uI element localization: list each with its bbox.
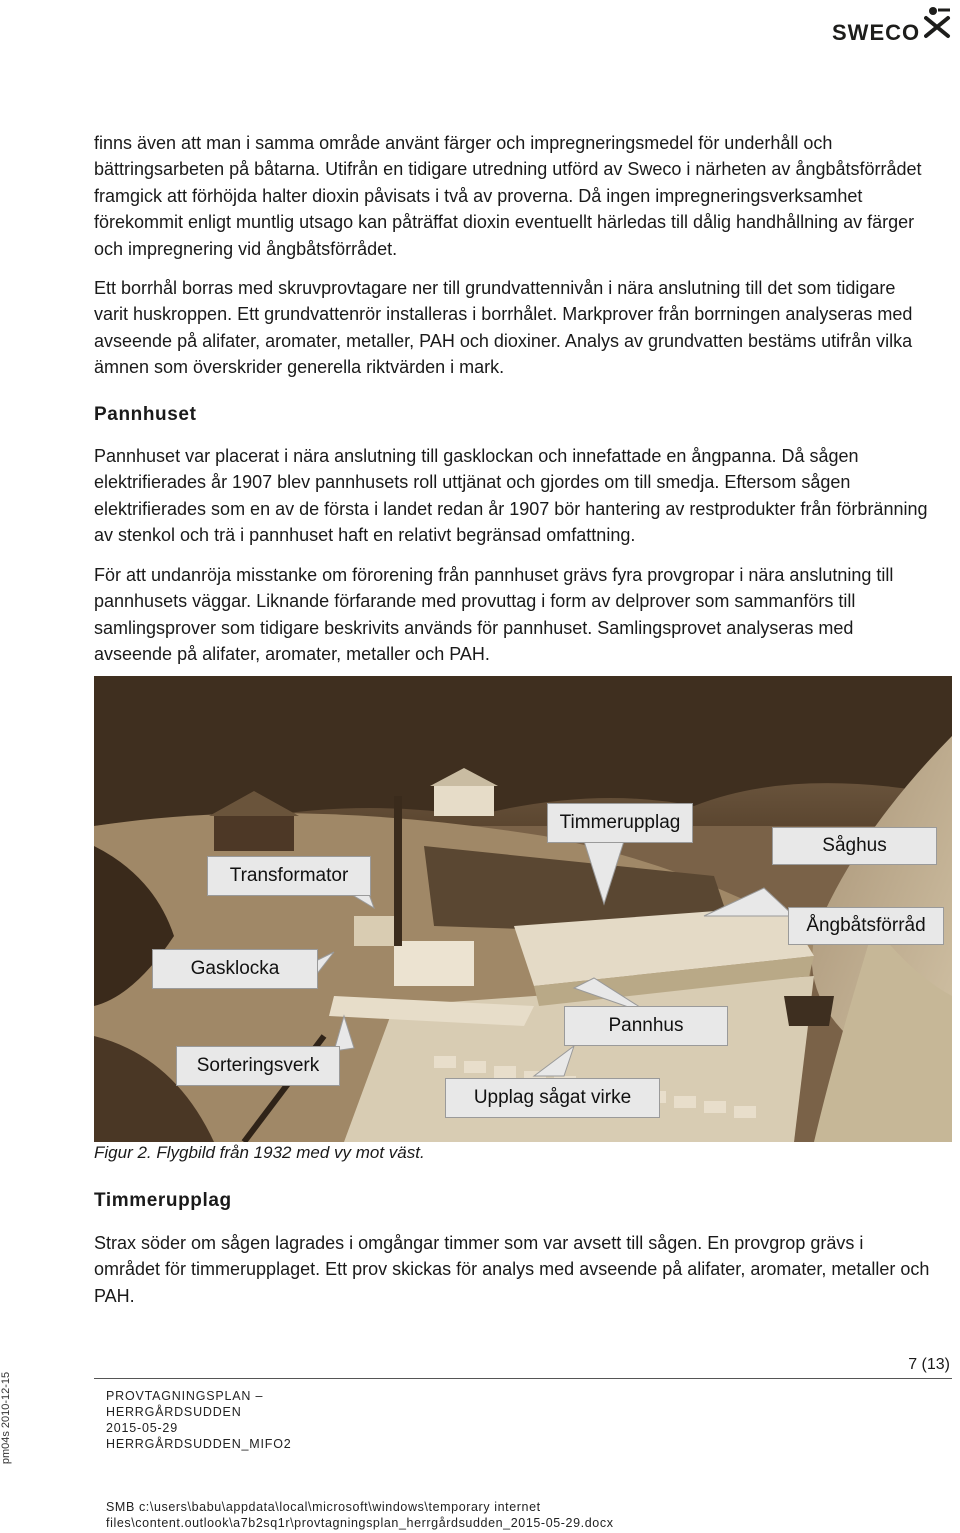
label-gasklocka: Gasklocka [152, 949, 318, 989]
file-path-line-2: files\content.outlook\a7b2sq1r\provtagningsplan_herrgårdsudden_2015-05-29.docx [106, 1516, 614, 1530]
label-pannhus: Pannhus [564, 1006, 728, 1046]
label-timmerupplag: Timmerupplag [547, 803, 693, 843]
sweco-logo-icon [924, 6, 952, 42]
label-transformator: Transformator [207, 856, 371, 896]
footer-title-line-2: HERRGÅRDSUDDEN [106, 1405, 242, 1419]
timmerupplag-paragraph: Strax söder om sågen lagrades i omgångar timmer som var avsett till sågen. En provgrop grävs i området för timmerupplaget. Ett prov skickas för analys med avseende på alifater, aromater, metaller och PAH. [94, 1233, 930, 1306]
figure-caption: Figur 2. Flygbild från 1932 med vy mot väst. [94, 1143, 425, 1162]
borrhal-paragraph: Ett borrhål borras med skruvprovtagare ner till grundvattennivån i nära anslutning till det som tidigare varit huskroppen. Ett grundvattenrör installeras i borrhålet. Markprover från borrningen analyseras med avseende på alifater, aromater, metaller, PAH och dioxiner. Analys av grundvatten bestäms utifrån vilka ämnen som överskrider generella riktvärden i mark. [94, 278, 913, 378]
label-upplag-sagat-virke: Upplag sågat virke [445, 1078, 660, 1118]
page-number: 7 (13) [908, 1356, 950, 1373]
pannhuset-heading: Pannhuset [94, 404, 197, 425]
footer-project-code: HERRGÅRDSUDDEN_MIFO2 [106, 1437, 292, 1451]
label-saghus: Såghus [772, 827, 937, 865]
footer-document-info [106, 1388, 291, 1452]
aerial-photo-1932 [94, 676, 952, 1142]
intro-paragraph: finns även att man i samma område använt färger och impregneringsmedel för underhåll och bättringsarbeten på båtarna. Utifrån en tidigare utredning utförd av Sweco i närheten av ångbåtsförrådet framgick att förhöjda halter dioxin påvisats i två av proverna. Då ingen impregneringsverksamhet förekommit enligt muntlig utsago kan påträffat dioxin eventuellt härledas till dålig handhållning av färger och impregnering vid ångbåtsförrådet. [94, 133, 922, 259]
sweco-logo [830, 6, 955, 46]
label-sorteringsverk: Sorteringsverk [176, 1046, 340, 1086]
file-path-line-1: SMB c:\users\babu\appdata\local\microsoft\windows\temporary internet [106, 1500, 541, 1514]
footer-date: 2015-05-29 [106, 1421, 178, 1435]
pannhuset-paragraph-1: Pannhuset var placerat i nära anslutning till gasklockan och innefattade en ångpanna. Då sågen elektrifierades år 1907 blev pannhusets roll uttjänat och gjordes om till smedja. Eftersom sågen elektrifierades som en av de första i landet redan år 1907 bör hantering av restprodukter från förbränning av stenkol och trä i pannhuset haft en relativt begränsad omfattning. [94, 446, 928, 546]
pannhuset-paragraph-2: För att undanröja misstanke om förorening från pannhuset grävs fyra provgropar i nära anslutning till pannhusets väggar. Liknande förfarande med provuttag i form av delprover som sammanförs till samlingsprover som tidigare beskrivits används för pannhuset. Samlingsprovet analyseras med avseende på alifater, aromater, metaller och PAH. [94, 565, 894, 665]
footer-divider [94, 1378, 952, 1379]
logo-text: SWECO [832, 20, 921, 45]
file-path-footer [106, 1499, 614, 1531]
footer-title-line-1: PROVTAGNINGSPLAN – [106, 1389, 264, 1403]
timmerupplag-heading: Timmerupplag [94, 1190, 232, 1211]
label-angbatsforrad: Ångbåtsförråd [788, 907, 944, 945]
template-version-label: pm04s 2010-12-15 [0, 1371, 13, 1465]
